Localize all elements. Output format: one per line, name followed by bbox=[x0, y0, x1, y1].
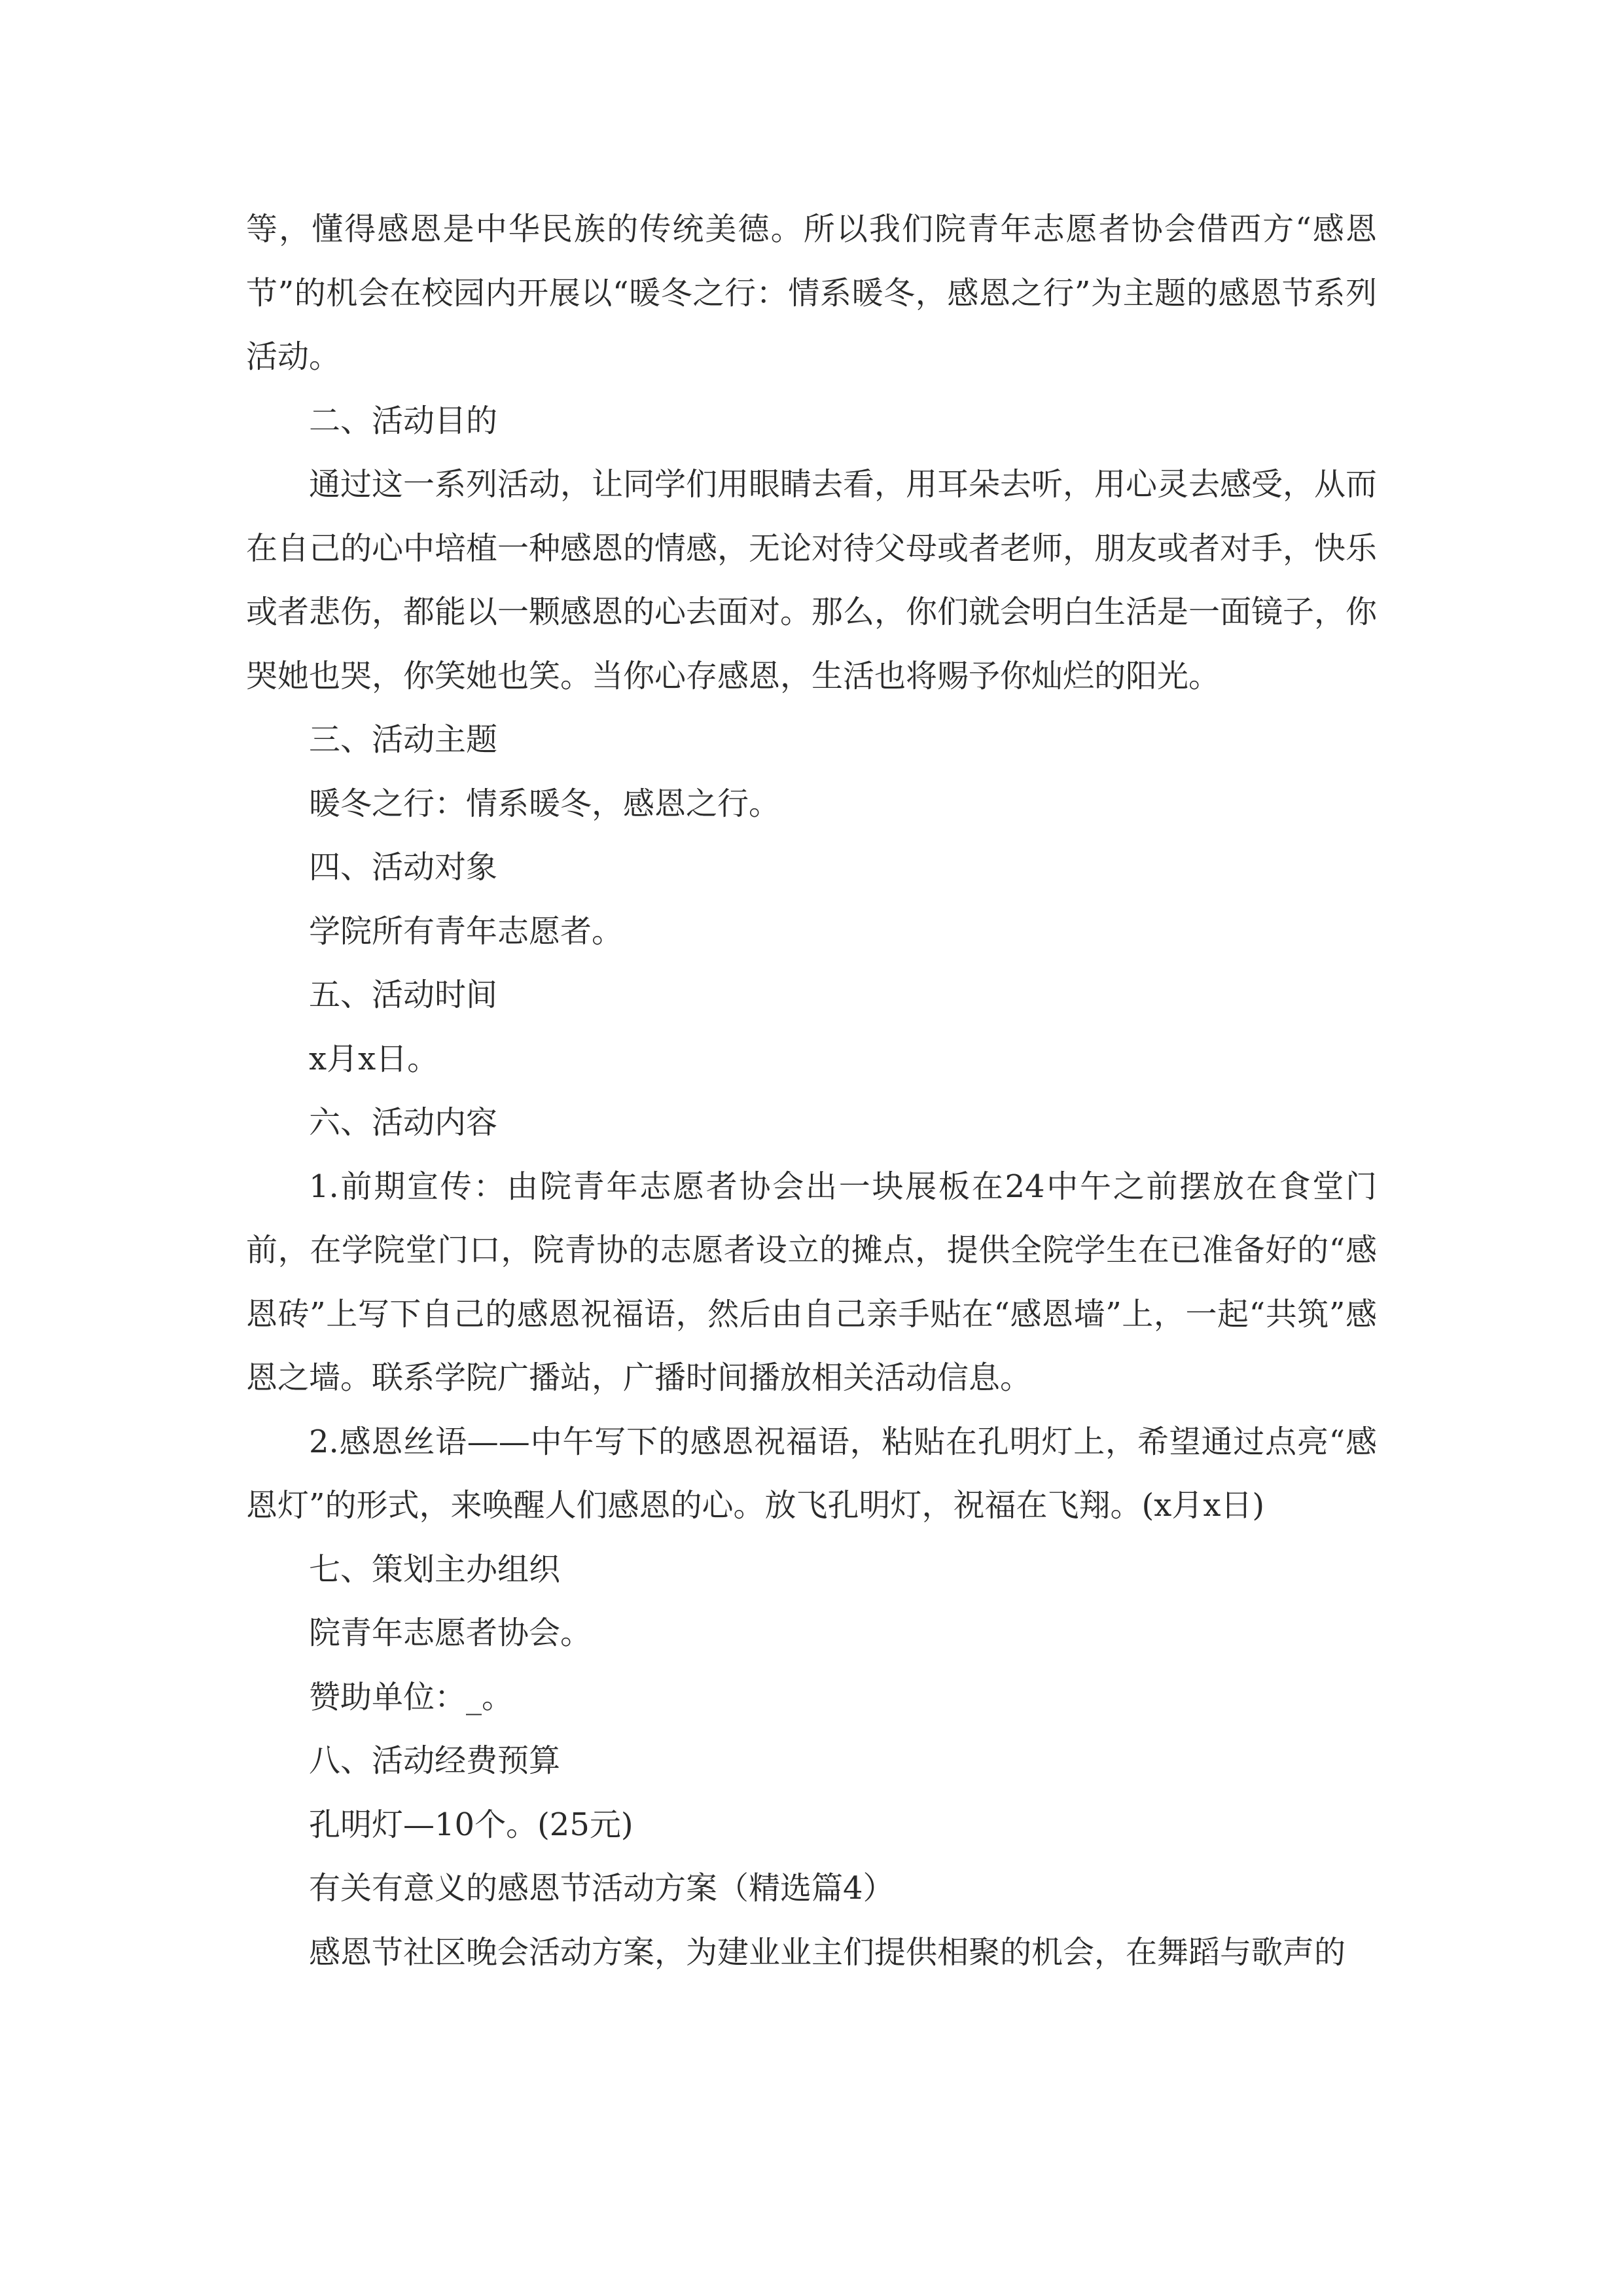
paragraph-content-item-2: 2.感恩丝语——中午写下的感恩祝福语，粘贴在孔明灯上，希望通过点亮“感恩灯”的形式，来唤醒人们感恩的心。放飞孔明灯，祝福在飞翔。(x月x日) bbox=[246, 1423, 1377, 1524]
heading-activity-time: 五、活动时间 bbox=[309, 977, 498, 1013]
paragraph-intro-continuation: 等，懂得感恩是中华民族的传统美德。所以我们院青年志愿者协会借西方“感恩节”的机会在校园内开展以“暖冬之行：情系暖冬，感恩之行”为主题的感恩节系列活动。 bbox=[246, 211, 1377, 375]
heading-activity-theme: 三、活动主题 bbox=[309, 721, 498, 758]
paragraph-activity-purpose: 通过这一系列活动，让同学们用眼睛去看，用耳朵去听，用心灵去感受，从而在自己的心中培植一种感恩的情感，无论对待父母或者老师，朋友或者对手，快乐或者悲伤，都能以一颗感恩的心去面对。那么，你们就会明白生活是一面镜子，你哭她也哭，你笑她也笑。当你心存感恩，生活也将赐予你灿烂的阳光。 bbox=[246, 466, 1378, 694]
paragraph-budget: 孔明灯—10个。(25元) bbox=[309, 1806, 633, 1843]
paragraph-activity-theme: 暖冬之行：情系暖冬，感恩之行。 bbox=[309, 785, 781, 822]
document-body bbox=[246, 198, 1377, 1984]
paragraph-activity-target: 学院所有青年志愿者。 bbox=[309, 912, 624, 950]
heading-organizer: 七、策划主办组织 bbox=[309, 1551, 561, 1588]
paragraph-organizer: 院青年志愿者协会。 bbox=[309, 1615, 592, 1651]
section-title-plan-4: 有关有意义的感恩节活动方案（精选篇4） bbox=[309, 1870, 895, 1907]
paragraph-sponsor: 赞助单位：_。 bbox=[309, 1678, 514, 1715]
heading-activity-target: 四、活动对象 bbox=[309, 849, 498, 886]
heading-activity-content: 六、活动内容 bbox=[309, 1104, 498, 1141]
heading-budget: 八、活动经费预算 bbox=[309, 1742, 561, 1779]
paragraph-activity-time: x月x日。 bbox=[309, 1040, 439, 1077]
heading-activity-purpose: 二、活动目的 bbox=[309, 402, 498, 439]
paragraph-content-item-1: 1.前期宣传：由院青年志愿者协会出一块展板在24中午之前摆放在食堂门前，在学院堂门口，院青协的志愿者设立的摊点，提供全院学生在已准备好的“感恩砖”上写下自己的感恩祝福语，然后由自己亲手贴在“感恩墙”上，一起“共筑”感恩之墙。联系学院广播站，广播时间播放相关活动信息。 bbox=[246, 1168, 1377, 1396]
paragraph-plan-4-intro: 感恩节社区晚会活动方案，为建业业主们提供相聚的机会，在舞蹈与歌声的 bbox=[309, 1933, 1346, 1971]
